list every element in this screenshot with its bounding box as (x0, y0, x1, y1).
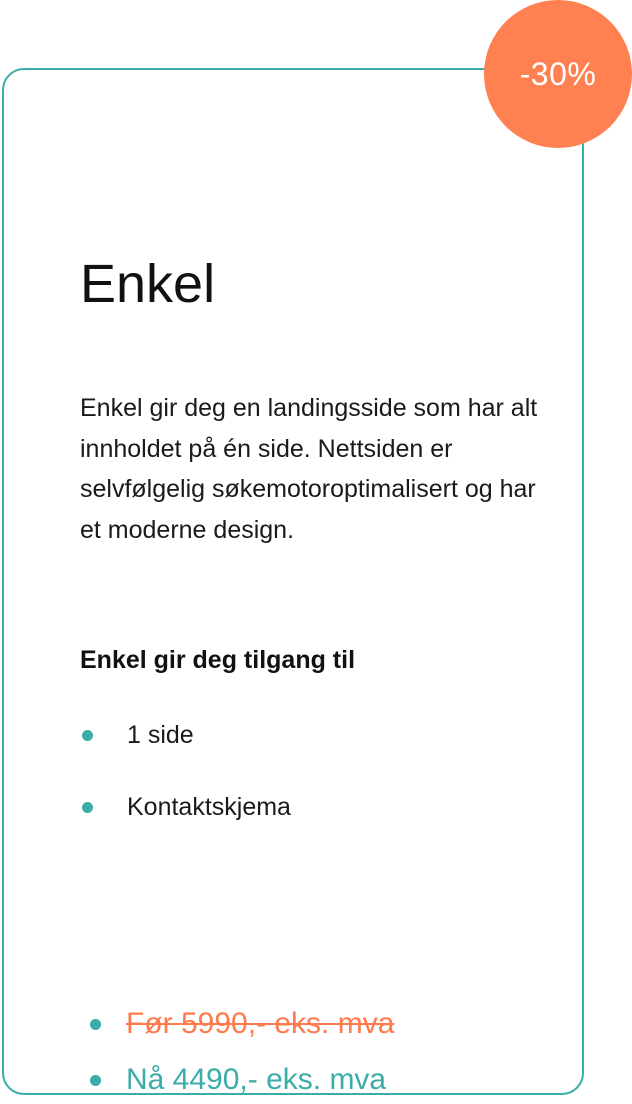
new-price-row (90, 1056, 394, 1104)
feature-list (80, 715, 291, 859)
old-price-row (90, 1000, 394, 1048)
old-price: Før 5990,- eks. mva (126, 1007, 395, 1040)
plan-title: Enkel (80, 254, 216, 314)
discount-badge-label: -30% (519, 55, 597, 92)
bullet-icon (90, 1019, 101, 1030)
features-heading: Enkel gir deg tilgang til (80, 646, 356, 674)
new-price: Nå 4490,- eks. mva (126, 1063, 387, 1096)
price-list (90, 1000, 394, 1104)
bullet-icon (82, 730, 93, 741)
bullet-icon (90, 1075, 101, 1086)
list-item (80, 715, 291, 755)
discount-badge (484, 0, 632, 148)
plan-description: Enkel gir deg en landingsside som har alt innholdet på én side. Nettsiden er selvfølgelig søkemotoroptimalisert og har et moderne design. (80, 394, 538, 544)
bullet-icon (82, 802, 93, 813)
feature-label: Kontaktskjema (127, 792, 291, 821)
list-item (80, 787, 291, 827)
pricing-card (2, 68, 584, 1095)
feature-label: 1 side (127, 720, 194, 749)
